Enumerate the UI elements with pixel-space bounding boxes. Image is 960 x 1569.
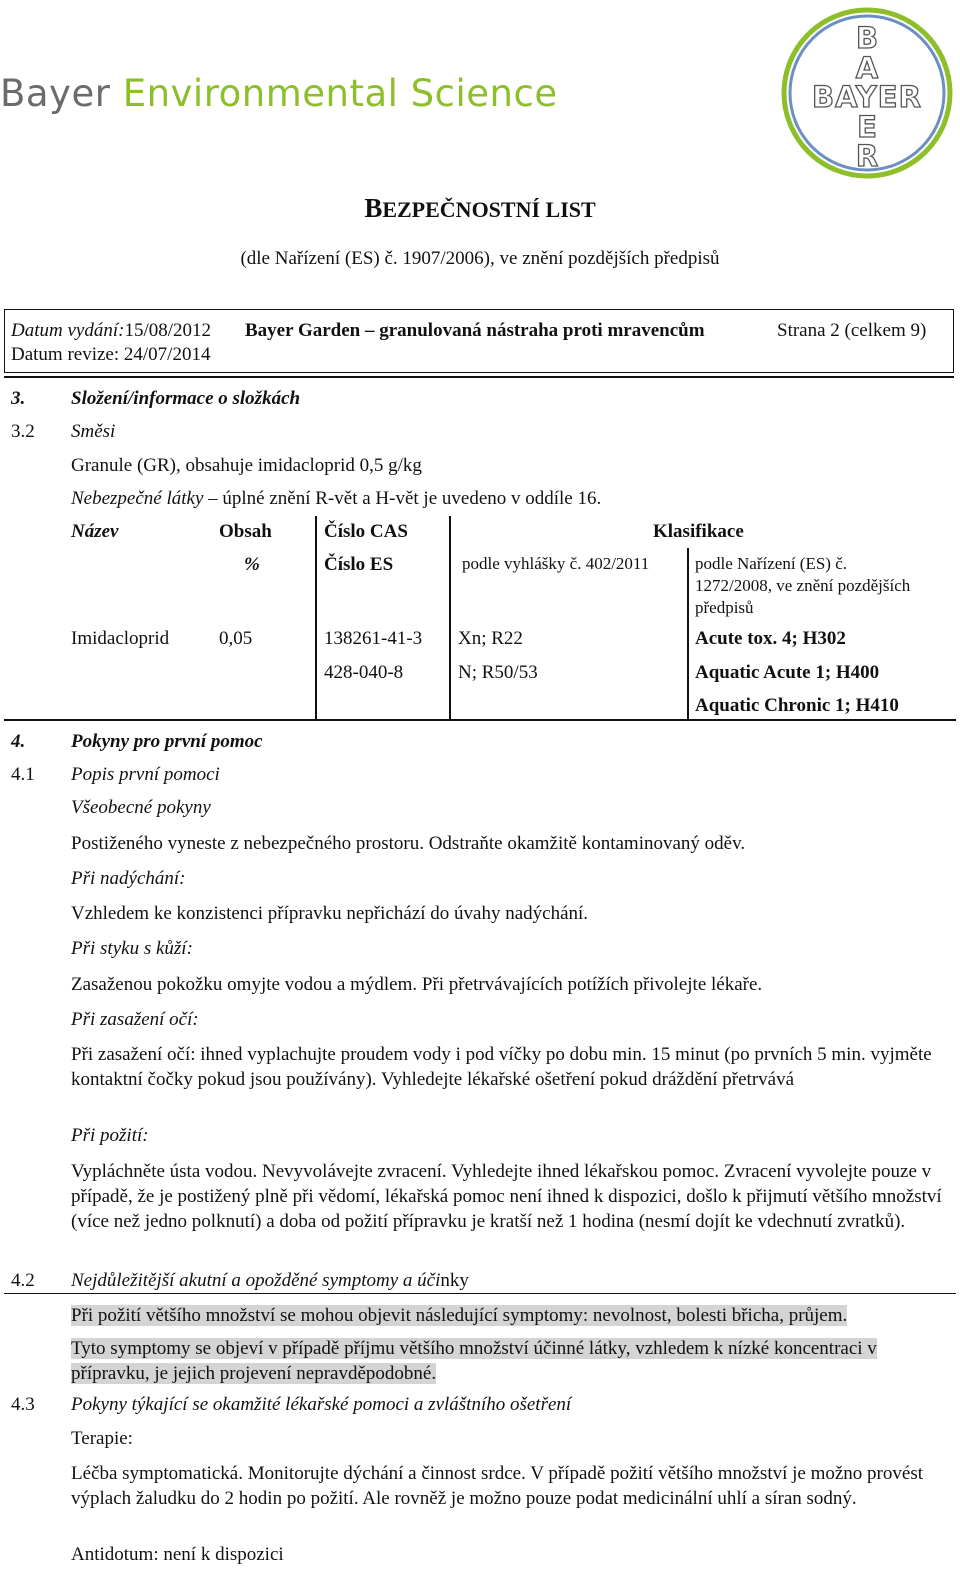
hazardous-substances-line xyxy=(71,488,601,510)
symptoms-text-1-highlight: Při požití většího množství se mohou objevit následující symptomy: nevolnost, bolesti břicha, průjem. xyxy=(71,1305,848,1326)
cell-r-phrase-2: N; R50/53 xyxy=(458,662,538,683)
logo-horizontal-text: BAYER xyxy=(812,80,922,114)
ingestion-label: Při požití: xyxy=(71,1125,149,1146)
section-4-number: 4. xyxy=(11,731,26,752)
therapy-label: Terapie: xyxy=(71,1428,133,1449)
issue-date-label: Datum vydání: xyxy=(11,320,125,341)
skin-contact-text: Zasaženou pokožku omyjte vodou a mýdlem. Při přetrvávajících potížích přivolejte lékaře. xyxy=(71,974,763,995)
symptoms-text-2-highlight: Tyto symptomy se objeví v případě příjmu většího množství účinné látky, vzhledem k nízké koncentraci v přípravku, je jejich projevení nepravděpodobné. xyxy=(71,1338,877,1384)
composition-line: Granule (GR), obsahuje imidacloprid 0,5 g/kg xyxy=(71,455,422,476)
general-instructions-text: Postiženého vyneste z nebezpečného prostoru. Odstraňte okamžitě kontaminovaný oděv. xyxy=(71,833,746,854)
table-header-name: Název xyxy=(71,521,119,542)
section-4-2-title-italic: Nejdůležitější akutní a opožděné symptomy a úči xyxy=(71,1270,441,1291)
title-rest: EZPEČNOSTNÍ LIST xyxy=(382,197,596,222)
table-divider-regulation xyxy=(687,548,689,720)
section-4-title: Pokyny pro první pomoc xyxy=(71,731,263,752)
section-4-1-number: 4.1 xyxy=(11,764,35,785)
eye-contact-text: Při zasažení očí: ihned vyplachujte proudem vody i pod víčky po dobu min. 15 minut (po prvních 5 min. vyjměte kontaktní čočky pokud jsou používány). Vyhledejte lékařské ošetření pokud dráždění přetrvává xyxy=(71,1044,932,1090)
section-3-number: 3. xyxy=(11,388,26,409)
table-header-classification: Klasifikace xyxy=(653,521,744,542)
table-bottom-border xyxy=(4,719,956,721)
symptoms-text-1 xyxy=(71,1303,942,1328)
logo-letter-4: R xyxy=(855,139,879,173)
brand-name xyxy=(0,72,558,115)
section-4-2-underline xyxy=(4,1293,956,1294)
inhalation-text: Vzhledem ke konzistenci přípravku nepřichází do úvahy nadýchání. xyxy=(71,903,589,924)
general-instructions-label: Všeobecné pokyny xyxy=(71,797,211,818)
therapy-text: Léčba symptomatická. Monitorujte dýchání a činnost srdce. V případě požití většího množství je možno provést výplach žaludku do 2 hodin po požití. Ale rovněž je možno pouze podat medicinální uhlí a síran sodný. xyxy=(71,1463,923,1509)
title-initial: B xyxy=(364,193,383,223)
section-4-2-title-end: nky xyxy=(440,1270,469,1291)
hazardous-substances-note: – úplné znění R-vět a H-vět je uvedeno v oddíle 16. xyxy=(203,488,602,509)
cell-content: 0,05 xyxy=(219,628,253,649)
issue-date-line xyxy=(11,320,211,342)
section-4-3-number: 4.3 xyxy=(11,1394,35,1415)
revision-date-label: Datum revize: xyxy=(11,344,120,365)
ingestion-text: Vypláchněte ústa vodou. Nevyvolávejte zvracení. Vyhledejte ihned lékařskou pomoc. Zvracení vyvolejte pouze v případě, že je postižený plně při vědomí, lékařská pomoc není ihned k dispozici, došlo k přijmutí většího množství (více než jedno polknutí) a doba od požití přípravku je kratší než 1 hodina (nesmí dojít ke vdechnutí zvratků). xyxy=(71,1161,942,1232)
table-header-decree: podle vyhlášky č. 402/2011 xyxy=(462,554,650,573)
page-number: Strana 2 (celkem 9) xyxy=(777,320,927,341)
logo-letter-3: E xyxy=(857,110,877,144)
cell-substance-name: Imidacloprid xyxy=(71,628,170,649)
issue-date: 15/08/2012 xyxy=(124,320,212,341)
table-divider-cas xyxy=(315,516,317,720)
table-header-content: Obsah xyxy=(219,521,272,542)
section-4-3-title: Pokyny týkající se okamžité lékařské pomoci a zvláštního ošetření xyxy=(71,1394,572,1415)
table-header-es: Číslo ES xyxy=(324,554,394,575)
brand-name-part2: Environmental Science xyxy=(122,72,558,115)
symptoms-text-2 xyxy=(71,1336,942,1386)
document-subtitle: (dle Nařízení (ES) č. 1907/2006), ve znění pozdějších předpisů xyxy=(240,248,720,269)
cell-cas-number: 138261-41-3 xyxy=(324,628,423,649)
logo-letter-0: B xyxy=(855,21,879,55)
eye-contact-label: Při zasažení očí: xyxy=(71,1009,199,1030)
section-4-2-number: 4.2 xyxy=(11,1270,35,1291)
cell-h-phrase-3: Aquatic Chronic 1; H410 xyxy=(695,695,899,716)
table-divider-class xyxy=(449,516,451,720)
revision-date: 24/07/2014 xyxy=(123,344,211,365)
table-header-regulation-1: podle Nařízení (ES) č. xyxy=(695,554,847,573)
document-title xyxy=(0,193,960,224)
cell-es-number: 428-040-8 xyxy=(324,662,404,683)
table-header-regulation-3: předpisů xyxy=(695,598,754,617)
section-3-title: Složení/informace o složkách xyxy=(71,388,301,409)
section-4-2-title xyxy=(71,1270,469,1292)
cell-h-phrase-1: Acute tox. 4; H302 xyxy=(695,628,846,649)
skin-contact-label: Při styku s kůží: xyxy=(71,938,193,959)
section-3-2-title: Směsi xyxy=(71,421,116,442)
hazardous-substances-label: Nebezpečné látky xyxy=(71,488,204,509)
antidote-text: Antidotum: není k dispozici xyxy=(71,1544,284,1565)
brand-name-part1: Bayer xyxy=(0,72,123,115)
product-name: Bayer Garden – granulovaná nástraha proti mravencům xyxy=(245,320,705,341)
cell-r-phrase-1: Xn; R22 xyxy=(458,628,523,649)
table-header-regulation-2: 1272/2008, ve znění pozdějších xyxy=(695,576,911,595)
inhalation-label: Při nadýchání: xyxy=(71,868,186,889)
logo-letter-1: A xyxy=(855,51,879,85)
table-header-percent: % xyxy=(244,554,260,575)
table-header-cas: Číslo CAS xyxy=(324,521,408,542)
cell-h-phrase-2: Aquatic Acute 1; H400 xyxy=(695,662,880,683)
revision-date-line xyxy=(11,344,210,366)
header-divider xyxy=(4,376,954,378)
section-3-2-number: 3.2 xyxy=(11,421,35,442)
section-4-1-title: Popis první pomoci xyxy=(71,764,220,785)
bayer-logo xyxy=(780,6,954,180)
